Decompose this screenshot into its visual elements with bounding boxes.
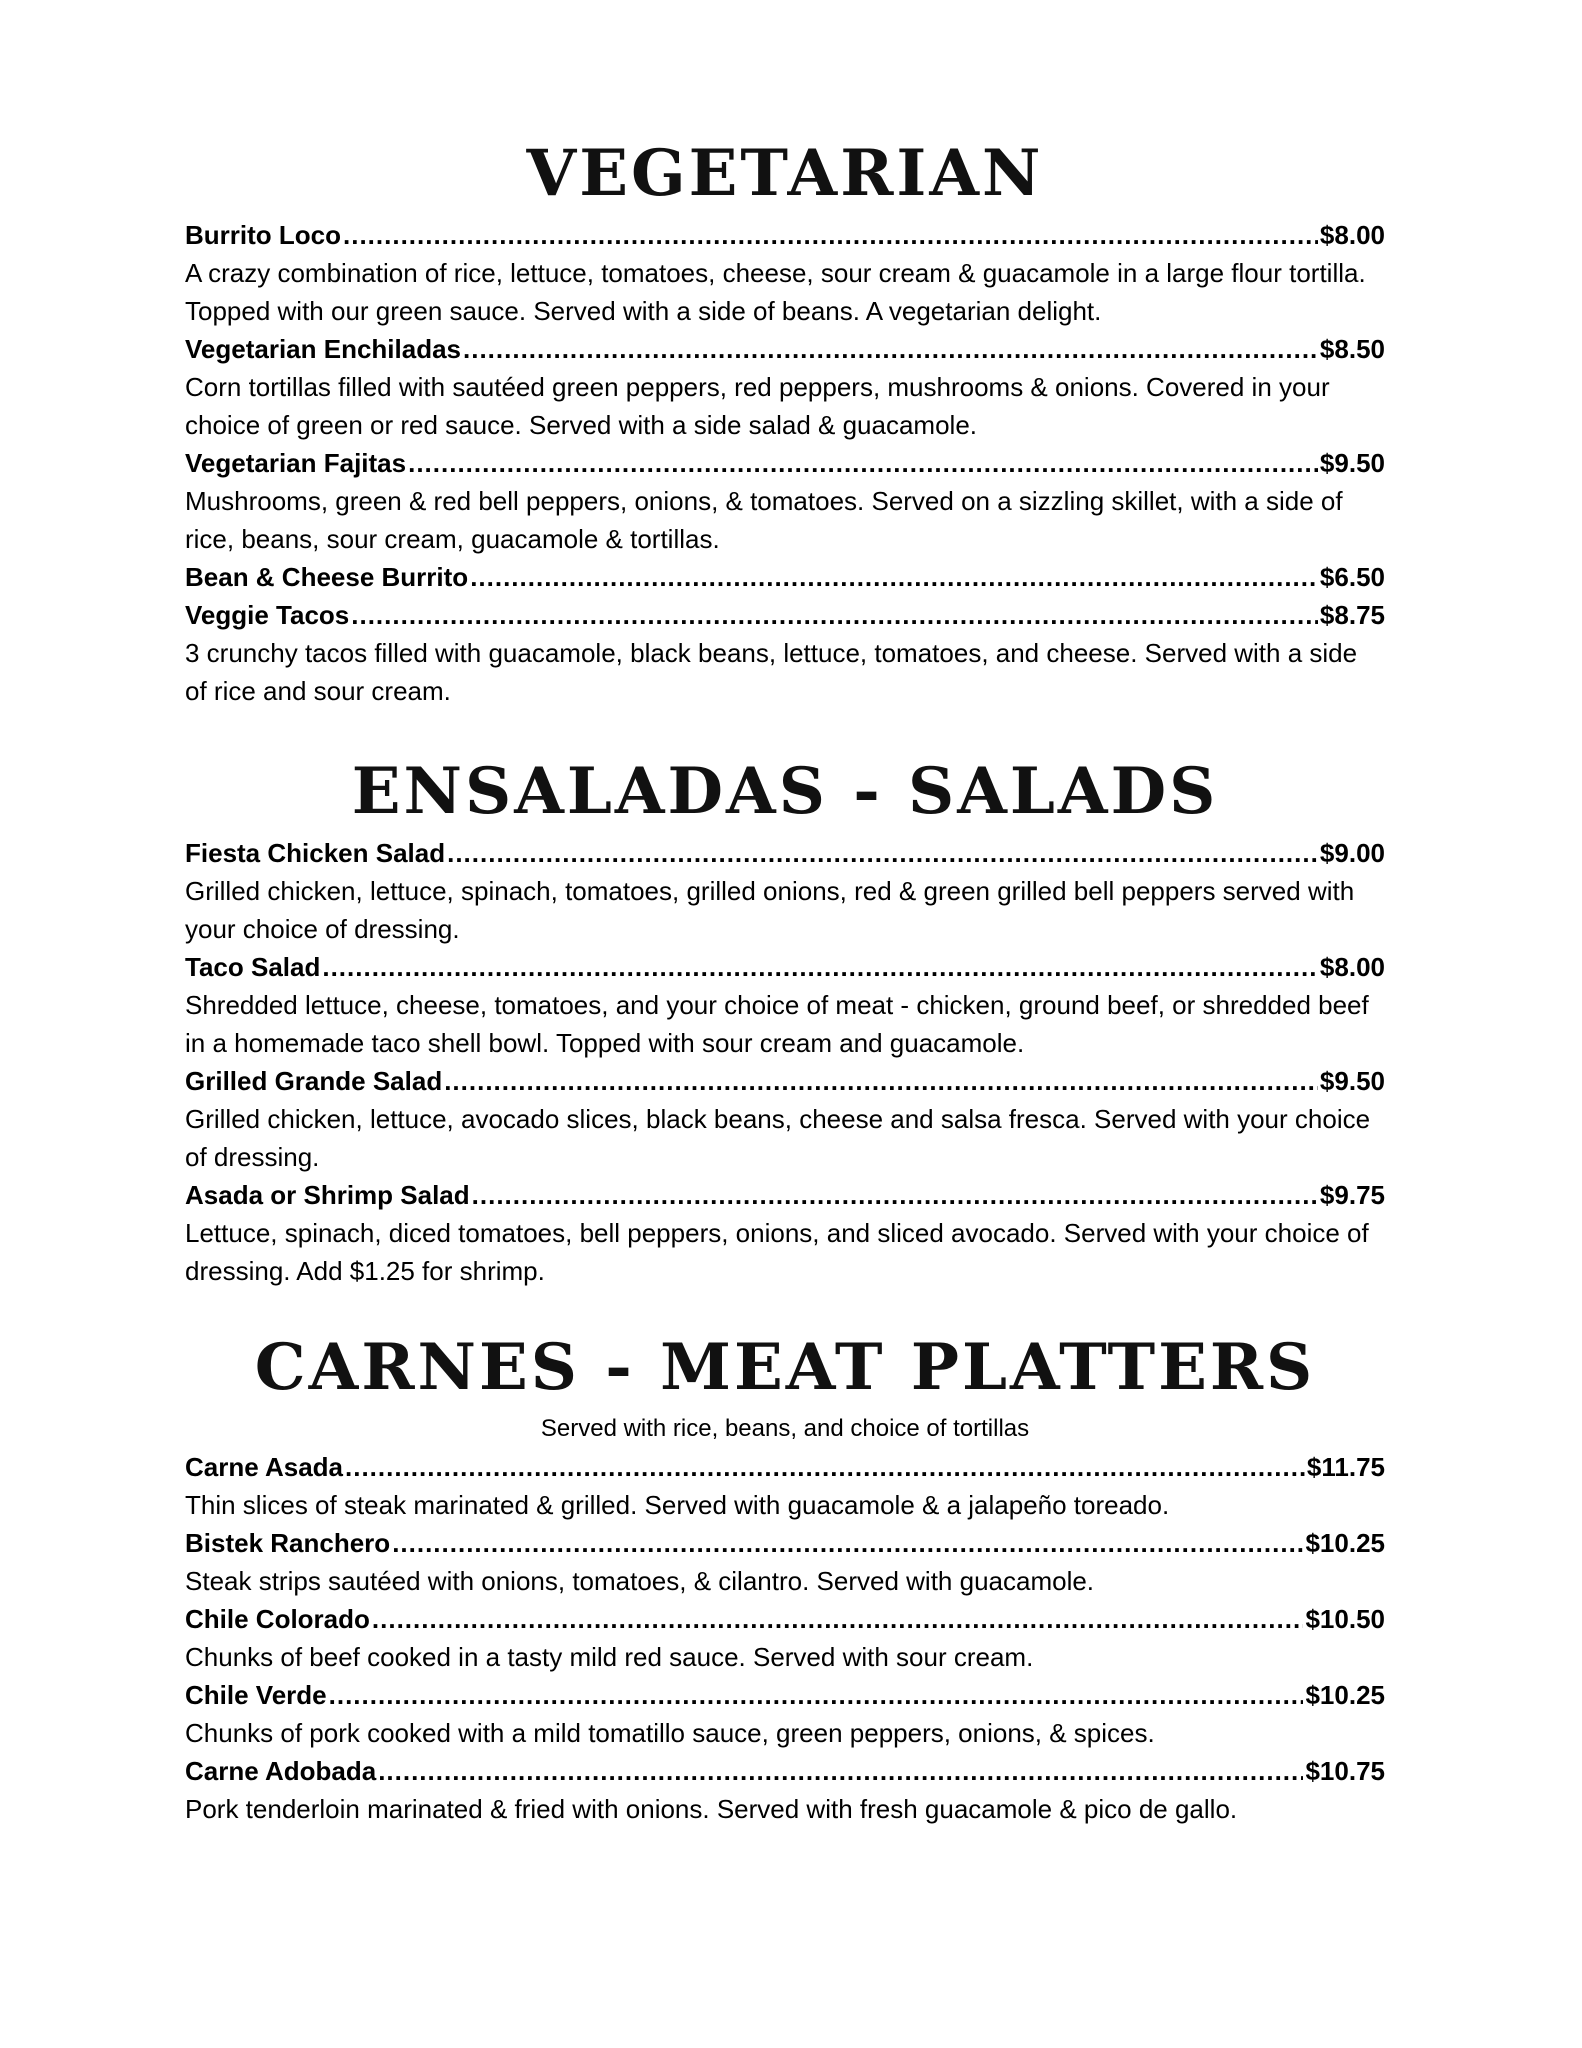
item-name: Fiesta Chicken Salad	[185, 838, 446, 868]
item-price: $9.50	[1319, 1066, 1385, 1096]
item-description: Steak strips sautéed with onions, tomatoes, & cilantro. Served with guacamole.	[185, 1566, 1095, 1596]
leader-dots	[463, 330, 1318, 368]
leader-dots	[372, 1600, 1304, 1638]
item-price: $8.50	[1319, 334, 1385, 364]
section-meat-platters	[185, 1330, 1385, 1828]
item-price: $8.75	[1319, 600, 1385, 630]
item-name: Carne Asada	[185, 1452, 343, 1482]
menu-item-line	[185, 1676, 1385, 1714]
menu-item	[185, 1524, 1385, 1600]
menu-item	[185, 1176, 1385, 1290]
leader-dots	[345, 1448, 1305, 1486]
item-price: $10.75	[1305, 1756, 1385, 1786]
item-description: Mushrooms, green & red bell peppers, onions, & tomatoes. Served on a sizzling skillet, with a side of rice, beans, sour cream, guacamole & tortillas.	[185, 486, 1343, 554]
item-description: Pork tenderloin marinated & fried with onions. Served with fresh guacamole & pico de gallo.	[185, 1794, 1238, 1824]
menu-item	[185, 558, 1385, 596]
menu-item-line	[185, 1062, 1385, 1100]
item-name: Carne Adobada	[185, 1756, 377, 1786]
menu-item-line	[185, 948, 1385, 986]
section-salads	[185, 754, 1385, 1290]
item-name: Burrito Loco	[185, 220, 341, 250]
item-price: $9.00	[1319, 838, 1385, 868]
leader-dots	[447, 834, 1318, 872]
item-description: Grilled chicken, lettuce, spinach, tomatoes, grilled onions, red & green grilled bell peppers served with your choice of dressing.	[185, 876, 1355, 944]
leader-dots	[472, 1176, 1318, 1214]
item-description: Shredded lettuce, cheese, tomatoes, and your choice of meat - chicken, ground beef, or shredded beef in a homemade taco shell bowl. Topped with sour cream and guacamole.	[185, 990, 1369, 1058]
menu-item-line	[185, 216, 1385, 254]
menu-item-line	[185, 1600, 1385, 1638]
item-price: $10.25	[1305, 1528, 1385, 1558]
leader-dots	[343, 216, 1318, 254]
item-description: Lettuce, spinach, diced tomatoes, bell peppers, onions, and sliced avocado. Served with your choice of dressing. Add $1.25 for shrimp.	[185, 1218, 1369, 1286]
item-name: Bean & Cheese Burrito	[185, 562, 469, 592]
menu-item-line	[185, 330, 1385, 368]
item-description: Thin slices of steak marinated & grilled. Served with guacamole & a jalapeño toreado.	[185, 1490, 1170, 1520]
section-title: VEGETARIAN	[526, 136, 1044, 211]
leader-dots	[329, 1676, 1304, 1714]
item-description: Grilled chicken, lettuce, avocado slices, black beans, cheese and salsa fresca. Served with your choice of dressing.	[185, 1104, 1371, 1172]
leader-dots	[470, 558, 1318, 596]
section-title: CARNES - MEAT PLATTERS	[254, 1330, 1316, 1405]
item-name: Bistek Ranchero	[185, 1528, 391, 1558]
menu-item	[185, 1600, 1385, 1676]
leader-dots	[392, 1524, 1303, 1562]
item-price: $10.50	[1305, 1604, 1385, 1634]
item-name: Chile Verde	[185, 1680, 327, 1710]
menu-item	[185, 444, 1385, 558]
item-name: Veggie Tacos	[185, 600, 350, 630]
item-price: $8.00	[1319, 952, 1385, 982]
item-name: Chile Colorado	[185, 1604, 370, 1634]
section-subtitle: Served with rice, beans, and choice of tortillas	[540, 1415, 1030, 1442]
leader-dots	[408, 444, 1318, 482]
menu-item	[185, 1676, 1385, 1752]
item-price: $8.00	[1319, 220, 1385, 250]
menu-item-line	[185, 1176, 1385, 1214]
menu-item-line	[185, 596, 1385, 634]
item-name: Vegetarian Fajitas	[185, 448, 407, 478]
menu-item	[185, 330, 1385, 444]
item-name: Asada or Shrimp Salad	[185, 1180, 470, 1210]
menu-item	[185, 834, 1385, 948]
menu-item	[185, 216, 1385, 330]
item-price: $6.50	[1319, 562, 1385, 592]
item-price: $10.25	[1305, 1680, 1385, 1710]
leader-dots	[378, 1752, 1303, 1790]
menu-item	[185, 1448, 1385, 1524]
menu-item-line	[185, 1524, 1385, 1562]
leader-dots	[351, 596, 1318, 634]
menu-item	[185, 1752, 1385, 1828]
leader-dots	[444, 1062, 1318, 1100]
item-name: Taco Salad	[185, 952, 321, 982]
item-price: $9.75	[1319, 1180, 1385, 1210]
item-description: 3 crunchy tacos filled with guacamole, black beans, lettuce, tomatoes, and cheese. Served with a side of rice and sour cream.	[185, 638, 1358, 706]
item-description: Chunks of beef cooked in a tasty mild red sauce. Served with sour cream.	[185, 1642, 1034, 1672]
menu-item-line	[185, 834, 1385, 872]
menu-item	[185, 1062, 1385, 1176]
menu-item	[185, 948, 1385, 1062]
item-description: A crazy combination of rice, lettuce, tomatoes, cheese, sour cream & guacamole in a large flour tortilla. Topped with our green sauce. Served with a side of beans. A vegetarian delight.	[185, 258, 1366, 326]
item-price: $11.75	[1306, 1452, 1385, 1482]
menu-item	[185, 596, 1385, 710]
menu-item-line	[185, 444, 1385, 482]
item-name: Grilled Grande Salad	[185, 1066, 443, 1096]
item-description: Chunks of pork cooked with a mild tomatillo sauce, green peppers, onions, & spices.	[185, 1718, 1155, 1748]
menu-item-line	[185, 1752, 1385, 1790]
section-vegetarian	[185, 136, 1385, 710]
item-name: Vegetarian Enchiladas	[185, 334, 462, 364]
item-description: Corn tortillas filled with sautéed green peppers, red peppers, mushrooms & onions. Covered in your choice of green or red sauce. Served with a side salad & guacamole.	[185, 372, 1330, 440]
menu-item-line	[185, 1448, 1385, 1486]
section-title: ENSALADAS - SALADS	[351, 754, 1219, 829]
leader-dots	[322, 948, 1318, 986]
menu-item-line	[185, 558, 1385, 596]
item-price: $9.50	[1319, 448, 1385, 478]
